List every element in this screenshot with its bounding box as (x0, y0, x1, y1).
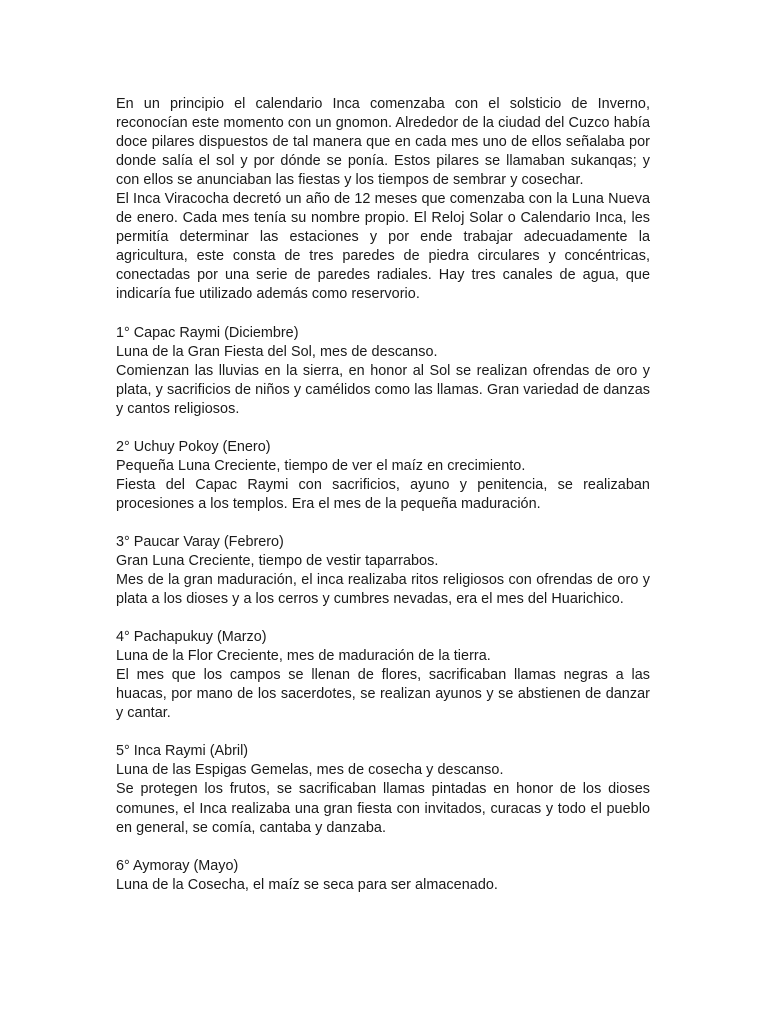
month-section-1 (116, 324, 650, 419)
month-title: 3° Paucar Varay (Febrero) (116, 533, 284, 550)
intro-paragraph-2: El Inca Viracocha decretó un año de 12 meses que comenzaba con la Luna Nueva de enero. Cada mes tenía su nombre propio. El Reloj Solar o Calendario Inca, les permitía determinar las estaciones y por ende trabajar adecuadamente la agricultura, este consta de tres paredes de piedra circulares y concéntricas, conectadas por una serie de paredes radiales. Hay tres canales de agua, que indicaría fue utilizado además como reservorio. (116, 191, 650, 303)
month-section-2 (116, 438, 650, 514)
month-description: Mes de la gran maduración, el inca realizaba ritos religiosos con ofrendas de oro y plata a los dioses y a los cerros y cumbres nevadas, era el mes del Huarichico. (116, 572, 650, 608)
month-section-6 (116, 857, 650, 895)
month-subtitle: Pequeña Luna Creciente, tiempo de ver el maíz en crecimiento. (116, 457, 526, 474)
month-section-4 (116, 628, 650, 723)
month-description: El mes que los campos se llenan de flores, sacrificaban llamas negras a las huacas, por mano de los sacerdotes, se realizan ayunos y se abstienen de danzar y cantar. (116, 667, 650, 722)
month-title: 6° Aymoray (Mayo) (116, 857, 239, 874)
month-subtitle: Luna de la Gran Fiesta del Sol, mes de descanso. (116, 343, 438, 360)
month-title: 1° Capac Raymi (Diciembre) (116, 324, 299, 341)
month-title: 2° Uchuy Pokoy (Enero) (116, 438, 271, 455)
month-title: 4° Pachapukuy (Marzo) (116, 629, 267, 646)
month-section-5 (116, 742, 650, 837)
month-description: Comienzan las lluvias en la sierra, en honor al Sol se realizan ofrendas de oro y plata, y sacrificios de niños y camélidos como las llamas. Gran variedad de danzas y cantos religiosos. (116, 362, 650, 417)
month-subtitle: Luna de las Espigas Gemelas, mes de cosecha y descanso. (116, 762, 504, 779)
month-description: Fiesta del Capac Raymi con sacrificios, ayuno y penitencia, se realizaban procesiones a los templos. Era el mes de la pequeña maduración. (116, 476, 650, 512)
month-section-3 (116, 533, 650, 609)
month-subtitle: Gran Luna Creciente, tiempo de vestir taparrabos. (116, 552, 439, 569)
month-title: 5° Inca Raymi (Abril) (116, 743, 249, 760)
month-subtitle: Luna de la Flor Creciente, mes de maduración de la tierra. (116, 648, 491, 665)
month-description: Se protegen los frutos, se sacrificaban llamas pintadas en honor de los dioses comunes, el Inca realizaba una gran fiesta con invitados, curacas y todo el pueblo en general, se comía, cantaba y danzaba. (116, 781, 650, 836)
month-subtitle: Luna de la Cosecha, el maíz se seca para ser almacenado. (116, 876, 498, 893)
intro-paragraph-1: En un principio el calendario Inca comenzaba con el solsticio de Inverno, reconocían este momento con un gnomon. Alrededor de la ciudad del Cuzco había doce pilares dispuestos de tal manera que en cada mes uno de ellos señalaba por donde salía el sol y por dónde se ponía. Estos pilares se llamaban sukanqas; y con ellos se anunciaban las fiestas y los tiempos de sembrar y cosechar. (116, 96, 650, 189)
